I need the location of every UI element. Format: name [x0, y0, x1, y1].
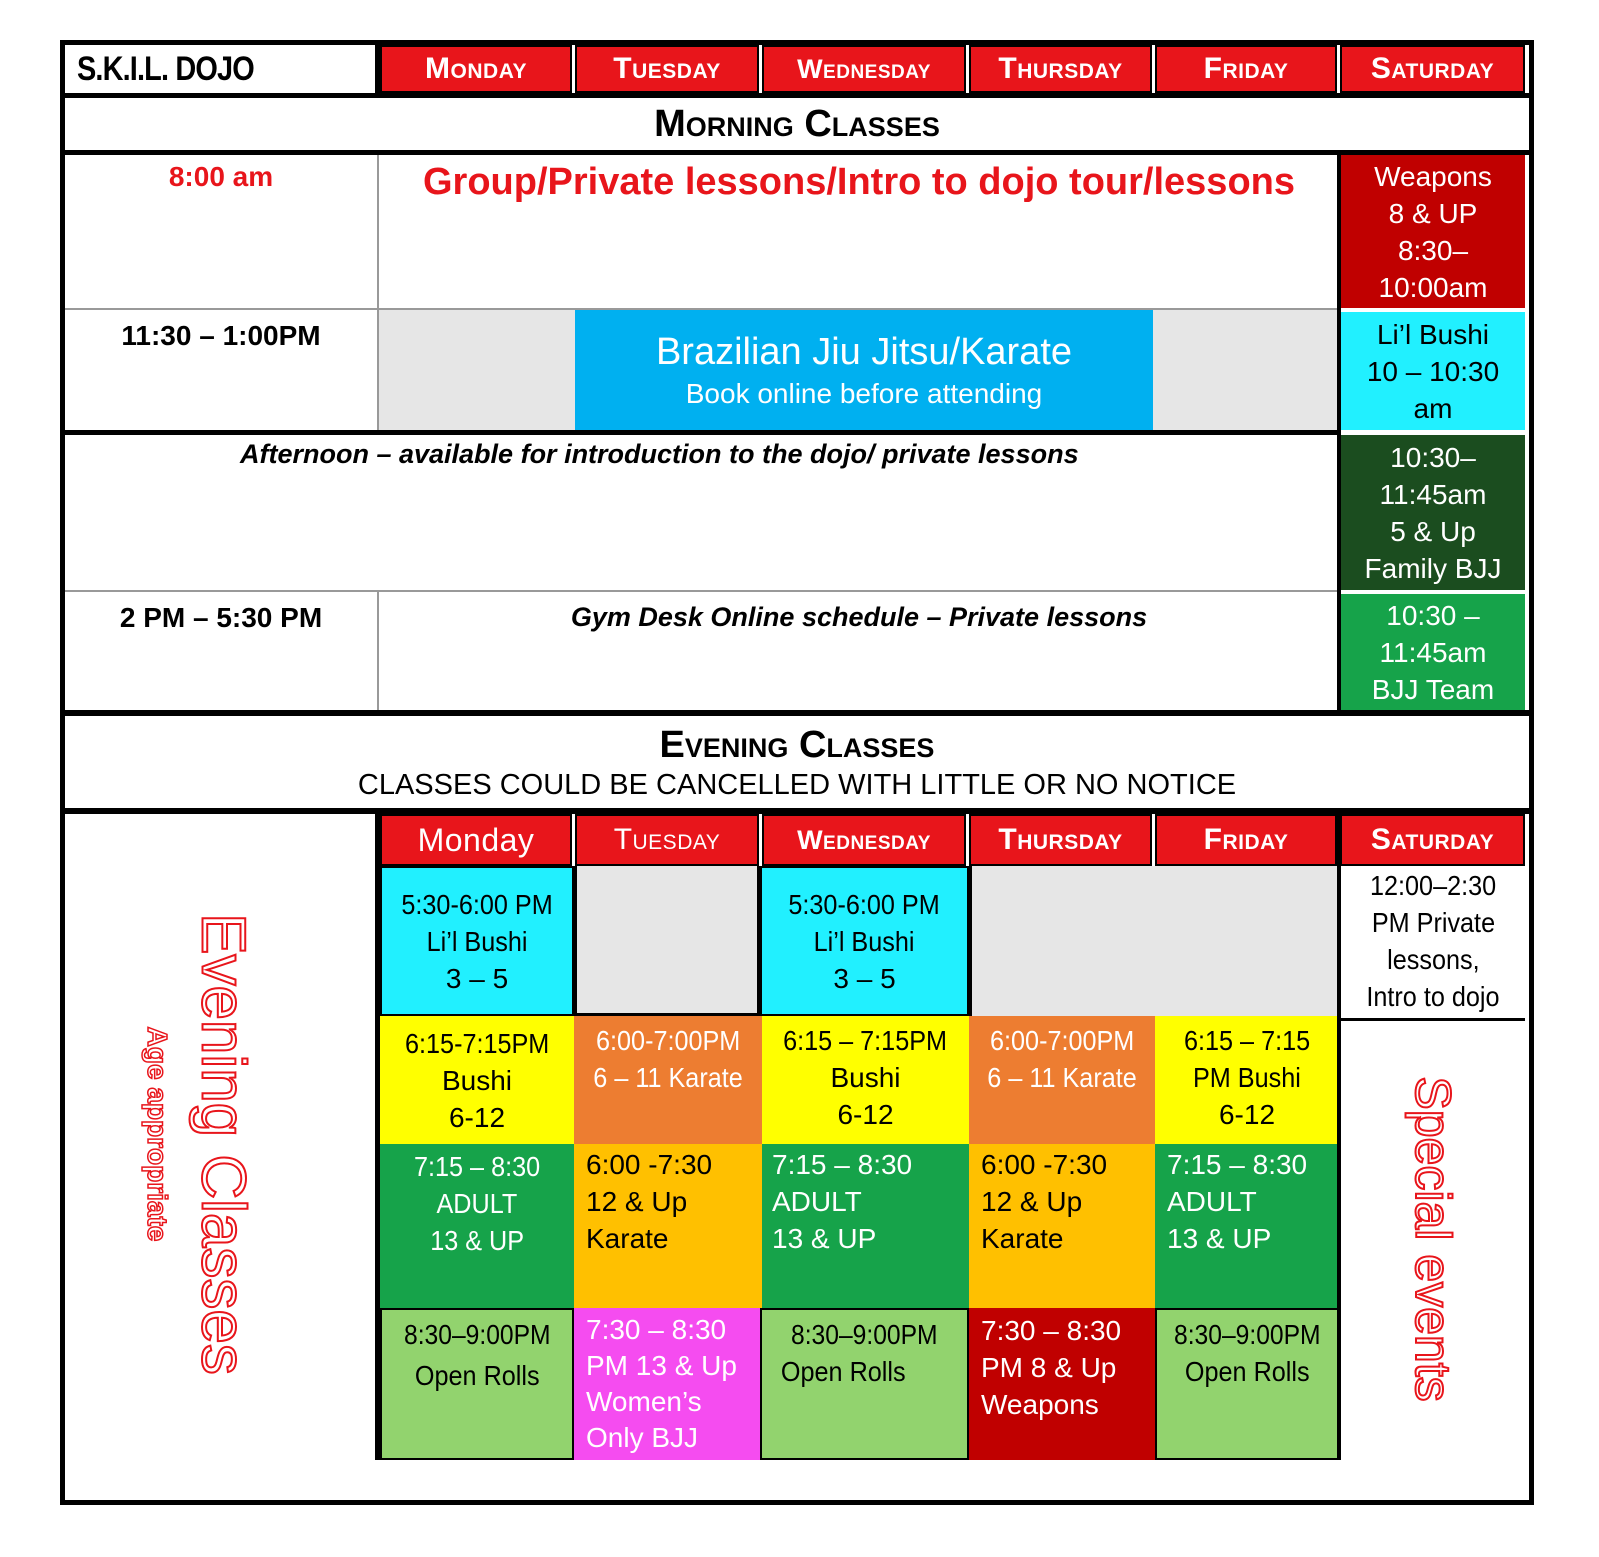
class-line: ADULT	[436, 1188, 518, 1219]
divider	[1337, 150, 1341, 710]
evening-thursday-karate-12-up	[969, 1144, 1155, 1308]
class-line: 12:00–2:30	[1369, 870, 1497, 901]
class-line: 6:15 – 7:15	[1183, 1025, 1311, 1056]
class-line: 10:30–	[1390, 441, 1476, 473]
saturday-special-events-panel	[1341, 1018, 1525, 1460]
class-line: 6:15 – 7:15PM	[783, 1025, 948, 1056]
evening-wednesday-bushi	[762, 1016, 969, 1144]
class-line: 8:30–9:00PM	[403, 1319, 551, 1350]
cancellation-notice: CLASSES COULD BE CANCELLED WITH LITTLE OR NO NOTICE	[357, 769, 1237, 801]
class-line: 13 & UP	[430, 1225, 524, 1256]
class-line: PM 8 & Up	[981, 1352, 1117, 1383]
gray-filler	[574, 866, 760, 1016]
saturday-weapons-class	[1341, 155, 1525, 308]
afternoon-note-text: Afternoon – available for introduction to the dojo/ private lessons	[240, 439, 1079, 469]
group-private-banner-text: Group/Private lessons/Intro to dojo tour/lessons	[422, 161, 1295, 203]
evening-header-wednesday: Wednesday	[762, 814, 966, 866]
evening-header-thursday: Thursday	[969, 814, 1152, 866]
class-line: 8:30–9:00PM	[791, 1319, 938, 1350]
header-day-saturday: Saturday	[1340, 45, 1525, 93]
evening-side-panel	[65, 814, 377, 1460]
header-day-tuesday: Tuesday	[575, 45, 759, 93]
class-line: 13 & UP	[1167, 1223, 1272, 1254]
class-line: Women’s	[586, 1386, 702, 1417]
morning-classes-title	[65, 98, 1529, 150]
class-line: BJJ Team	[1371, 673, 1495, 705]
class-line: 6:00-7:00PM	[595, 1025, 741, 1056]
afternoon-note	[65, 435, 1339, 590]
class-line: 7:15 – 8:30	[413, 1151, 541, 1182]
group-private-banner	[379, 155, 1339, 308]
evening-header-friday: Friday	[1155, 814, 1337, 866]
class-line: 8:30–	[1397, 234, 1469, 266]
class-line: 10 – 10:30	[1366, 355, 1500, 387]
class-line: PM 13 & Up	[586, 1350, 737, 1381]
time-2pm-text: 2 PM – 5:30 PM	[119, 602, 323, 633]
class-line: 11:45am	[1379, 636, 1487, 668]
evening-side-title: Evening Classes	[188, 913, 258, 1375]
class-line: Bushi	[441, 1064, 513, 1096]
class-line: Li’l Bushi	[1376, 318, 1490, 350]
gym-desk-note	[379, 592, 1339, 710]
class-line: 6 – 11 Karate	[987, 1062, 1137, 1093]
gray-filler	[379, 310, 575, 430]
evening-friday-adult	[1155, 1144, 1339, 1308]
class-line: 7:15 – 8:30	[772, 1149, 913, 1180]
class-line: Open Rolls	[1184, 1356, 1310, 1387]
dojo-name-text: S.K.I.L. DOJO	[77, 49, 254, 88]
class-line: Bushi	[830, 1062, 901, 1093]
header-day-wednesday: Wednesday	[762, 45, 966, 93]
evening-header-tuesday: Tuesday	[575, 814, 759, 866]
bjj-karate-class	[575, 310, 1153, 430]
time-8am-text: 8:00 am	[168, 161, 274, 192]
class-line: Open Rolls	[414, 1360, 540, 1391]
class-line: ADULT	[1167, 1186, 1257, 1217]
class-line: 5:30-6:00 PM	[788, 888, 941, 920]
class-line: Karate	[586, 1223, 669, 1254]
evening-thursday-karate-6-11	[969, 1016, 1155, 1144]
gray-filler	[969, 866, 1339, 1016]
evening-monday-lil-bushi	[380, 866, 574, 1016]
class-line: Weapons	[981, 1389, 1099, 1420]
time-1130-text: 11:30 – 1:00PM	[121, 320, 321, 351]
class-line: Li’l Bushi	[814, 925, 915, 957]
header-day-monday: Monday	[380, 45, 572, 93]
class-line: 6:00 -7:30	[981, 1149, 1108, 1180]
class-line: 11:45am	[1379, 478, 1487, 510]
class-line: 6:15-7:15PM	[404, 1027, 550, 1059]
bjj-karate-title: Brazilian Jiu Jitsu/Karate	[655, 330, 1073, 373]
class-line: 7:30 – 8:30	[586, 1314, 727, 1345]
evening-monday-adult	[380, 1144, 574, 1308]
class-line: 6:00-7:00PM	[989, 1025, 1135, 1056]
class-line: 6-12	[1218, 1099, 1276, 1130]
class-line: Intro to dojo	[1366, 981, 1500, 1012]
class-line: 6-12	[837, 1099, 894, 1130]
bjj-karate-note: Book online before attending	[685, 377, 1043, 409]
class-line: lessons,	[1386, 944, 1480, 975]
class-line: Weapons	[1374, 160, 1492, 192]
saturday-bjj-team-class	[1341, 594, 1525, 710]
time-1130	[65, 310, 377, 430]
evening-tuesday-karate-6-11	[574, 1016, 762, 1144]
class-line: 8 & UP	[1388, 197, 1478, 229]
class-line: 5:30-6:00 PM	[401, 888, 553, 920]
evening-classes-title	[65, 716, 1529, 808]
class-line: 7:15 – 8:30	[1167, 1149, 1308, 1180]
header-day-thursday: Thursday	[969, 45, 1152, 93]
evening-saturday-private	[1341, 866, 1525, 1016]
class-line: PM Bushi	[1193, 1062, 1301, 1093]
saturday-family-bjj-class	[1341, 435, 1525, 590]
saturday-lil-bushi-class	[1341, 312, 1525, 430]
evening-monday-open-rolls	[380, 1308, 574, 1460]
class-line: 3 – 5	[833, 962, 896, 994]
class-line: Family BJJ	[1364, 552, 1502, 584]
evening-classes-title-text: Evening Classes	[659, 724, 935, 766]
class-line: 7:30 – 8:30	[981, 1315, 1122, 1346]
header-day-friday: Friday	[1155, 45, 1337, 93]
class-line: 8:30–9:00PM	[1173, 1319, 1321, 1350]
class-line: Open Rolls	[780, 1356, 906, 1387]
morning-classes-title-text: Morning Classes	[654, 102, 940, 145]
class-line: 6-12	[448, 1101, 506, 1133]
evening-wednesday-open-rolls	[760, 1308, 969, 1460]
class-line: 12 & Up	[981, 1186, 1083, 1217]
gray-filler	[1153, 310, 1339, 430]
evening-wednesday-adult	[762, 1144, 969, 1308]
evening-thursday-weapons	[969, 1308, 1155, 1460]
class-line: 10:30 –	[1386, 599, 1480, 631]
divider	[1337, 814, 1341, 1460]
dojo-name	[65, 45, 377, 93]
evening-tuesday-womens-bjj	[574, 1308, 760, 1460]
evening-monday-bushi	[380, 1016, 574, 1144]
class-line: 6:00 -7:30	[586, 1149, 713, 1180]
class-line: 6 – 11 Karate	[593, 1062, 743, 1093]
evening-header-saturday: Saturday	[1340, 814, 1525, 866]
class-line: 5 & Up	[1390, 515, 1476, 547]
class-line: Li’l Bushi	[426, 925, 528, 957]
special-events-text: Special events	[1405, 1076, 1461, 1402]
evening-wednesday-lil-bushi	[760, 866, 969, 1016]
class-line: Karate	[981, 1223, 1064, 1254]
evening-friday-open-rolls	[1155, 1308, 1339, 1460]
class-line: 3 – 5	[445, 962, 509, 994]
class-line: 12 & Up	[586, 1186, 688, 1217]
evening-friday-bushi	[1155, 1016, 1339, 1144]
class-line: ADULT	[772, 1186, 862, 1217]
class-line: Only BJJ	[586, 1422, 699, 1453]
evening-side-subtitle: Age appropriate	[142, 1026, 173, 1242]
time-8am	[65, 155, 377, 308]
class-line: PM Private	[1371, 907, 1495, 938]
class-line: 10:00am	[1378, 271, 1488, 303]
class-line: am	[1413, 392, 1453, 424]
gym-desk-note-text: Gym Desk Online schedule – Private lessons	[570, 602, 1148, 632]
evening-tuesday-karate-12-up	[574, 1144, 762, 1308]
evening-header-monday: Monday	[380, 814, 572, 866]
time-2pm	[65, 592, 377, 710]
class-line: 13 & UP	[772, 1223, 877, 1254]
